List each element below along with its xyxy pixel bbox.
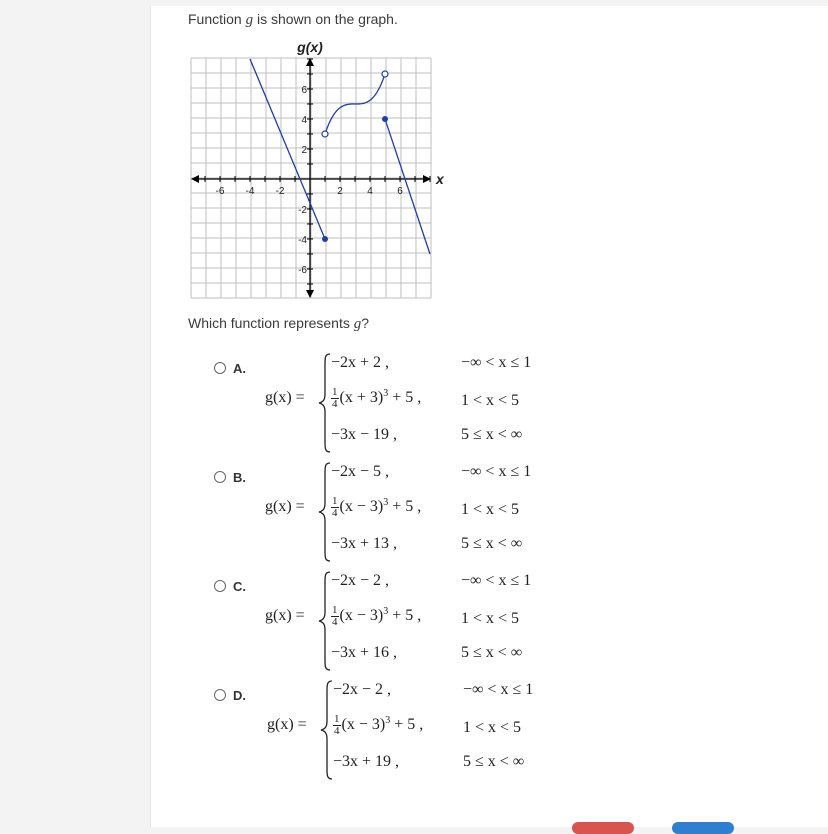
formula-lhs: g(x) = bbox=[265, 498, 305, 515]
open-endpoint bbox=[322, 131, 328, 137]
case-row-2-expr: $\frac{1}{4}$ $(x + 3)^3 + 5$ , bbox=[332, 386, 422, 410]
case-row-1-condition: −∞ < x ≤ 1 bbox=[463, 681, 534, 698]
x-axis-label: x bbox=[436, 171, 444, 187]
question-text: Which function represents g? bbox=[188, 315, 370, 332]
y-tick-label: -4 bbox=[298, 235, 307, 246]
option-radio-d[interactable] bbox=[214, 689, 226, 701]
case-row-3-expr: −3x + 16 , bbox=[331, 644, 398, 661]
case-row-1-expr: −2x − 2 , bbox=[331, 572, 390, 589]
y-tick-label: 4 bbox=[301, 115, 307, 126]
case-row-1-condition: −∞ < x ≤ 1 bbox=[461, 463, 532, 480]
case-row-3-expr: −3x + 19 , bbox=[333, 753, 400, 770]
left-brace bbox=[318, 352, 332, 454]
case-row-3-condition: 5 ≤ x < ∞ bbox=[461, 644, 523, 661]
option-letter[interactable]: B. bbox=[233, 470, 246, 485]
y-tick-label: -6 bbox=[298, 265, 307, 276]
left-brace bbox=[320, 679, 334, 781]
x-axis-arrow-left bbox=[191, 175, 199, 183]
case-row-3-condition: 5 ≤ x < ∞ bbox=[461, 535, 523, 552]
x-tick-label: -4 bbox=[245, 186, 255, 197]
case-row-1-expr: −2x + 2 , bbox=[331, 354, 390, 371]
case-row-1-expr: −2x − 5 , bbox=[331, 463, 390, 480]
x-tick-label: 6 bbox=[397, 186, 403, 197]
case-row-2-condition: 1 < x < 5 bbox=[463, 719, 522, 736]
formula-lhs: g(x) = bbox=[267, 716, 307, 733]
case-row-1-condition: −∞ < x ≤ 1 bbox=[461, 572, 532, 589]
x-tick-label: -6 bbox=[215, 186, 225, 197]
x-tick-label: -2 bbox=[275, 186, 285, 197]
y-tick-label: -2 bbox=[298, 205, 307, 216]
fraction: $\frac{1}{4}$ bbox=[332, 495, 338, 519]
case-row-3-condition: 5 ≤ x < ∞ bbox=[461, 426, 523, 443]
closed-endpoint bbox=[322, 236, 328, 242]
x-tick-label: 2 bbox=[337, 186, 343, 197]
open-endpoint bbox=[382, 71, 388, 77]
y-axis-arrow-down bbox=[306, 290, 314, 298]
case-row-1-expr: −2x − 2 , bbox=[333, 681, 392, 698]
case-row-2-expr: $\frac{1}{4}$ $(x - 3)^3 + 5$ , bbox=[332, 495, 422, 519]
option-letter[interactable]: A. bbox=[233, 361, 246, 376]
case-row-2-condition: 1 < x < 5 bbox=[461, 610, 520, 627]
next-button[interactable] bbox=[672, 822, 734, 834]
case-row-3-condition: 5 ≤ x < ∞ bbox=[463, 753, 525, 770]
y-tick-label: 6 bbox=[301, 85, 307, 96]
option-letter[interactable]: C. bbox=[233, 579, 246, 594]
formula-lhs: g(x) = bbox=[265, 389, 305, 406]
curve-segment-linear-right bbox=[385, 119, 430, 254]
back-button[interactable] bbox=[572, 822, 634, 834]
case-row-2-expr: $\frac{1}{4}$ $(x - 3)^3 + 5$ , bbox=[334, 713, 424, 737]
fraction: $\frac{1}{4}$ bbox=[334, 713, 340, 737]
closed-endpoint bbox=[382, 116, 388, 122]
curve-segment-linear-left bbox=[250, 59, 325, 239]
left-brace bbox=[318, 461, 332, 563]
curve-segment-cubic bbox=[325, 74, 385, 134]
option-radio-c[interactable] bbox=[214, 580, 226, 592]
fraction: $\frac{1}{4}$ bbox=[332, 604, 338, 628]
formula-lhs: g(x) = bbox=[265, 607, 305, 624]
option-letter[interactable]: D. bbox=[233, 688, 246, 703]
option-radio-b[interactable] bbox=[214, 471, 226, 483]
x-tick-label: 4 bbox=[367, 186, 373, 197]
y-tick-label: 2 bbox=[301, 145, 307, 156]
case-row-2-condition: 1 < x < 5 bbox=[461, 392, 520, 409]
graph-title: g(x) bbox=[297, 39, 323, 55]
question-prompt: Function g is shown on the graph. bbox=[188, 11, 398, 28]
case-row-1-condition: −∞ < x ≤ 1 bbox=[461, 354, 532, 371]
case-row-2-condition: 1 < x < 5 bbox=[461, 501, 520, 518]
option-radio-a[interactable] bbox=[214, 362, 226, 374]
case-row-3-expr: −3x − 19 , bbox=[331, 426, 398, 443]
left-brace bbox=[318, 570, 332, 672]
fraction: $\frac{1}{4}$ bbox=[332, 386, 338, 410]
case-row-3-expr: −3x + 13 , bbox=[331, 535, 398, 552]
case-row-2-expr: $\frac{1}{4}$ $(x - 3)^3 + 5$ , bbox=[332, 604, 422, 628]
function-graph bbox=[180, 36, 450, 306]
